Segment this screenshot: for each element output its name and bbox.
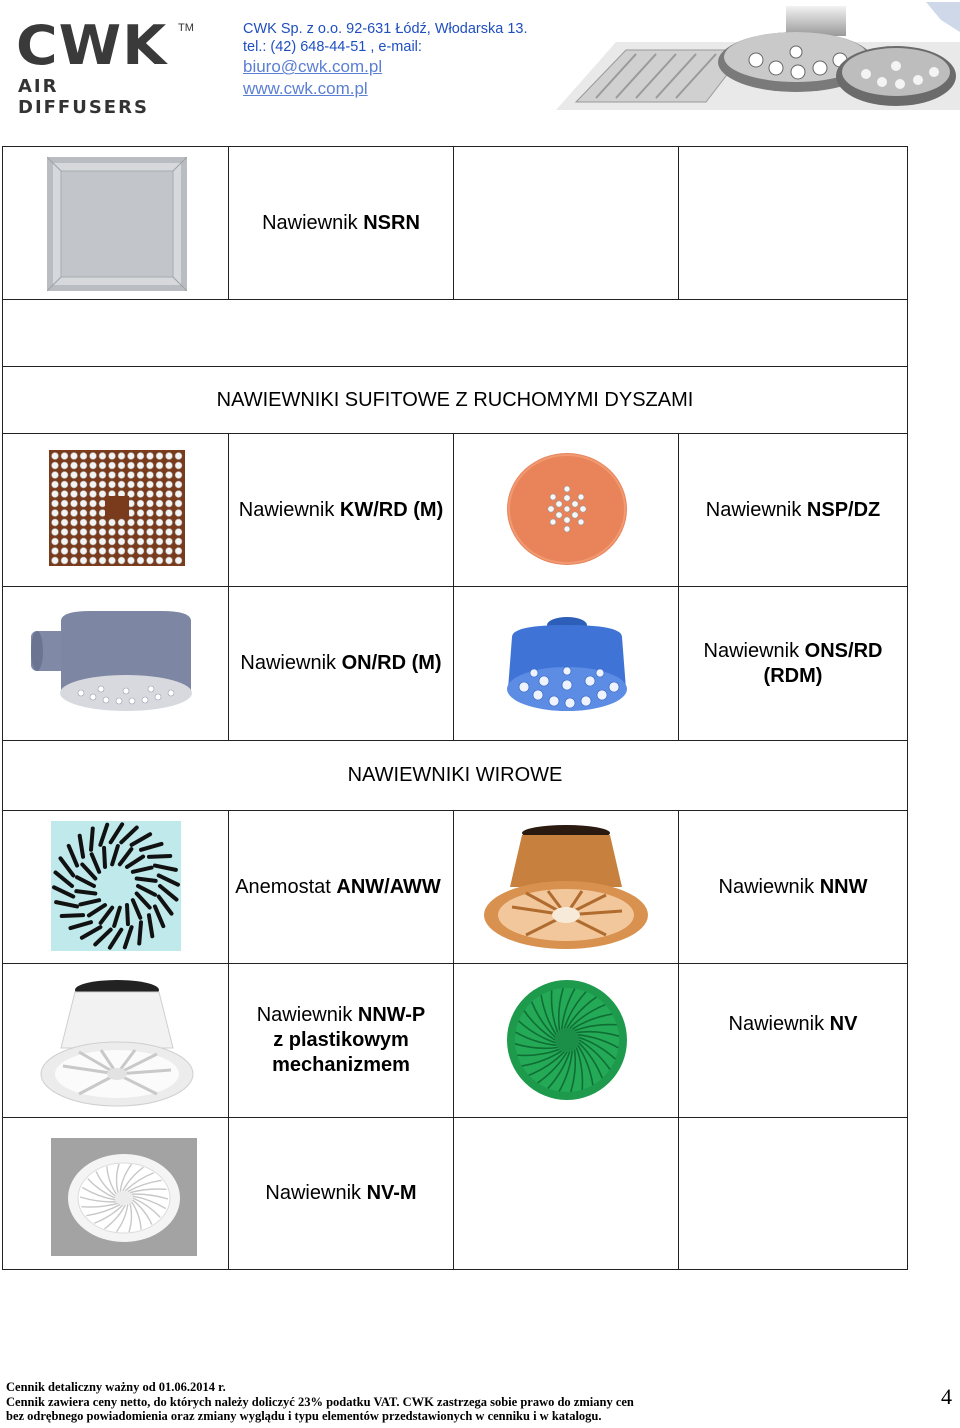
section-heading-nozzles: NAWIEWNIKI SUFITOWE Z RUCHOMYMI DYSZAMI [216, 388, 694, 411]
product-table [2, 146, 908, 1270]
product-label-nnwp: Nawiewnik NNW-P z plastikowym mechanizmem [256, 1004, 426, 1076]
product-label-nnw: Nawiewnik NNW [718, 875, 868, 898]
product-label-cell [679, 811, 908, 963]
product-label-kwrd: Nawiewnik KW/RD (M) [238, 498, 444, 521]
logo-trademark: TM [178, 22, 194, 34]
table-row [2, 366, 908, 433]
company-address: CWK Sp. z o.o. 92-631 Łódź, Włodarska 13. [243, 21, 528, 37]
empty-cell [454, 147, 679, 299]
nv-swirl-diffuser-image [506, 978, 628, 1102]
company-logo [16, 14, 196, 118]
table-row [2, 963, 908, 1117]
product-image-cell [3, 434, 229, 586]
anw-swirl-anemostat-image [51, 821, 181, 951]
product-image-cell [3, 811, 229, 963]
footer-validity: Cennik detaliczny ważny od 01.06.2014 r. [6, 1380, 226, 1394]
product-image-cell [3, 964, 229, 1117]
kwrd-diffuser-image [49, 450, 185, 566]
nvm-swirl-diffuser-image [51, 1138, 197, 1256]
product-label-nspdz: Nawiewnik NSP/DZ [705, 498, 881, 521]
section-heading-cell [3, 741, 908, 810]
product-label-nv: Nawiewnik NV [728, 1013, 858, 1035]
product-label-cell [679, 587, 908, 740]
table-row [2, 299, 908, 366]
header-diffusers-illustration [556, 2, 960, 110]
product-label-cell [679, 964, 908, 1117]
nspdz-diffuser-image [506, 452, 628, 566]
logo-subtitle: AIR DIFFUSERS [18, 76, 149, 118]
empty-cell [679, 147, 908, 299]
footer-disclaimer: bez odrębnego powiadomienia oraz zmiany wyglądu i typu elementów przedstawionych w cenniku i w katalogu. [6, 1409, 602, 1423]
product-image-cell [3, 1118, 229, 1269]
table-row [2, 146, 908, 299]
table-row [2, 740, 908, 810]
product-label-anw: Anemostat ANW/AWW [235, 875, 441, 898]
product-label-cell [229, 434, 454, 586]
product-label-onsrd: Nawiewnik ONS/RD (RDM) [703, 639, 883, 687]
footer-vat-note: Cennik zawiera ceny netto, do których należy doliczyć 23% podatku VAT. CWK zastrzega sobie prawo do zmiany cen [6, 1394, 634, 1409]
product-label-onrd: Nawiewnik ON/RD (M) [240, 652, 442, 674]
empty-cell [679, 1118, 908, 1269]
empty-cell [454, 1118, 679, 1269]
logo-wordmark: CWK [16, 14, 168, 77]
product-image-cell [454, 811, 679, 963]
product-image-cell [454, 587, 679, 740]
onrd-plenum-image [31, 611, 195, 715]
product-image-cell [454, 964, 679, 1117]
nnw-swirl-diffuser-image [482, 823, 650, 951]
product-image-cell [3, 147, 229, 299]
nsrn-diffuser-image [47, 157, 187, 291]
price-list-footer [6, 1380, 634, 1424]
product-label-cell [229, 811, 454, 963]
table-row [2, 586, 908, 740]
page-number: 4 [941, 1384, 952, 1409]
section-heading-swirl: NAWIEWNIKI WIROWE [347, 764, 563, 786]
product-label-cell [679, 434, 908, 586]
product-label-nsrn: Nawiewnik NSRN [262, 211, 420, 234]
onsrd-plenum-image [504, 615, 630, 713]
website-link[interactable]: www.cwk.com.pl [243, 79, 368, 98]
product-image-cell [3, 587, 229, 740]
product-label-cell [229, 587, 454, 740]
product-image-cell [454, 434, 679, 586]
company-phone: tel.: (42) 648-44-51 , e-mail: [243, 39, 422, 55]
table-row [2, 810, 908, 963]
section-heading-cell [3, 367, 908, 433]
empty-cell [3, 300, 908, 366]
product-label-cell [229, 1118, 454, 1269]
table-row [2, 433, 908, 586]
product-label-cell [229, 964, 454, 1117]
table-row [2, 1117, 908, 1270]
email-link[interactable]: biuro@cwk.com.pl [243, 57, 383, 76]
company-contact [243, 20, 528, 100]
product-label-cell [229, 147, 454, 299]
product-label-nvm: Nawiewnik NV-M [265, 1182, 417, 1204]
nnwp-swirl-diffuser-image [39, 978, 195, 1108]
